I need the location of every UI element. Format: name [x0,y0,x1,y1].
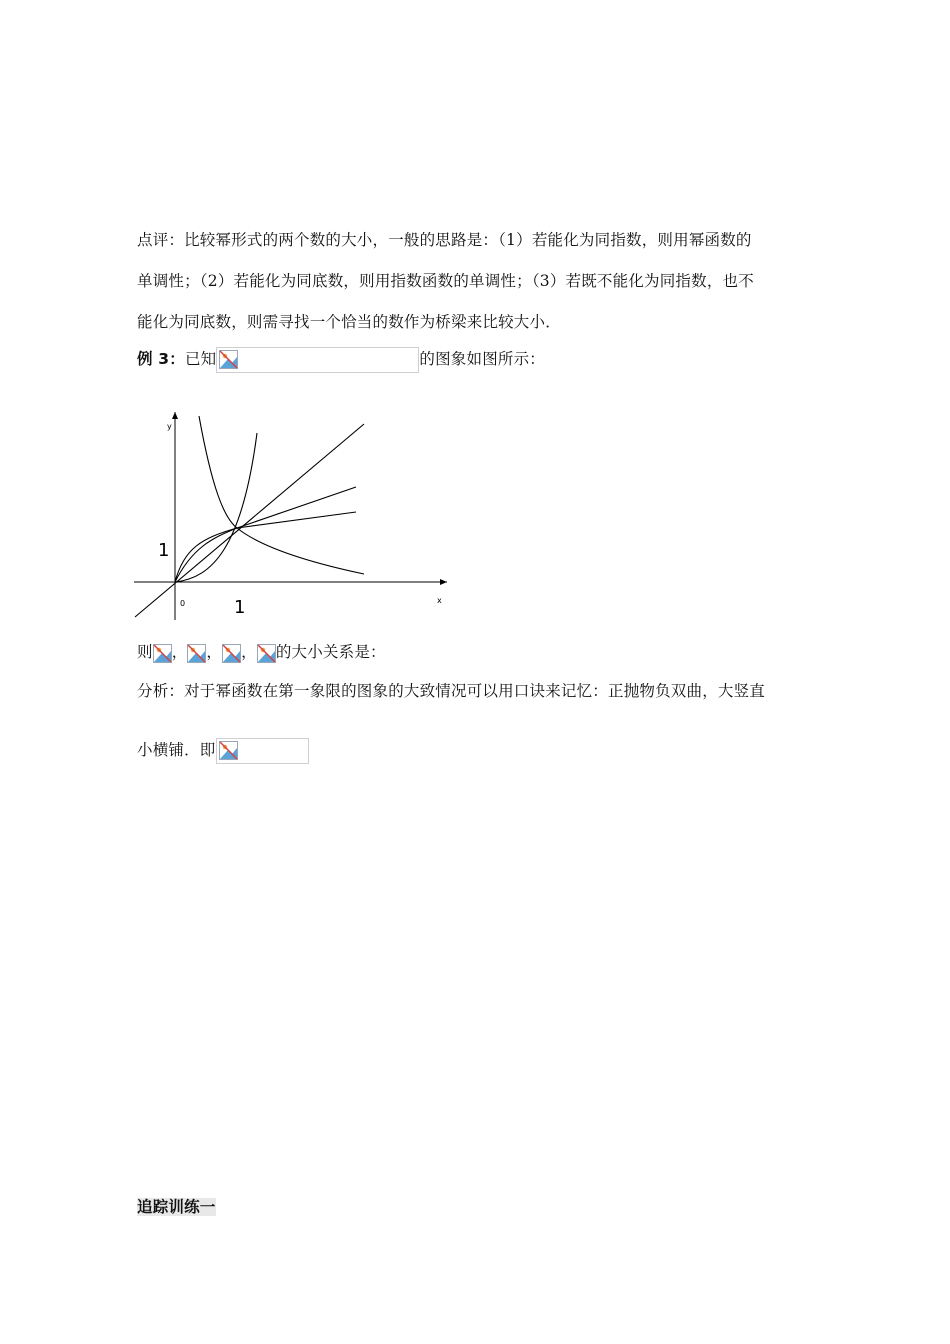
question-suffix: 的大小关系是： [275,643,386,661]
section-title-text: 追踪训练一 [137,1198,216,1216]
comment-line-2: 单调性；（2）若能化为同底数，则用指数函数的单调性；（3）若既不能化为同指数，也不 [137,272,754,290]
broken-image-icon [219,350,238,369]
x-axis-arrow [440,579,447,585]
question-separator: ， [241,643,257,661]
origin-label: 0 [180,599,186,608]
analysis-line-1: 分析：对于幂函数在第一象限的图象的大致情况可以用口诀来记忆：正抛物负双曲，大竖直 [137,682,766,700]
broken-image-icon [257,644,276,663]
power-function-graph [132,408,452,623]
example-suffix: 的图象如图所示： [419,350,545,368]
y-axis-label: y [167,422,172,431]
example-label: 例 3： [137,350,185,368]
question-separator: ， [171,643,188,661]
analysis-line-2 [137,738,309,764]
broken-image-icon [222,644,241,663]
analysis-line-2-text: 小横铺．即 [137,741,216,759]
question-line [137,640,386,663]
curve-steep [175,433,257,582]
broken-image-icon [153,644,172,663]
x-axis-label: x [437,596,442,605]
broken-image-icon [187,644,206,663]
formula-image-placeholder [216,347,419,373]
broken-image-icon [219,741,238,760]
mnemonic-image-placeholder [216,738,309,764]
example-prefix: 已知 [184,350,217,368]
curve-moderate [175,487,356,582]
y-tick-label: 1 [158,540,170,561]
question-separator: ， [206,643,223,661]
comment-line-3: 能化为同底数，则需寻找一个恰当的数作为桥梁来比较大小． [137,313,561,331]
x-tick-label: 1 [234,597,246,618]
example-line [137,347,545,373]
comment-line-1: 点评：比较幂形式的两个数的大小，一般的思路是：（1）若能化为同指数，则用幂函数的 [137,231,752,249]
curve-linear [135,424,364,617]
question-prefix: 则 [137,643,153,661]
y-axis-arrow [172,412,178,419]
section-title [137,1195,216,1217]
